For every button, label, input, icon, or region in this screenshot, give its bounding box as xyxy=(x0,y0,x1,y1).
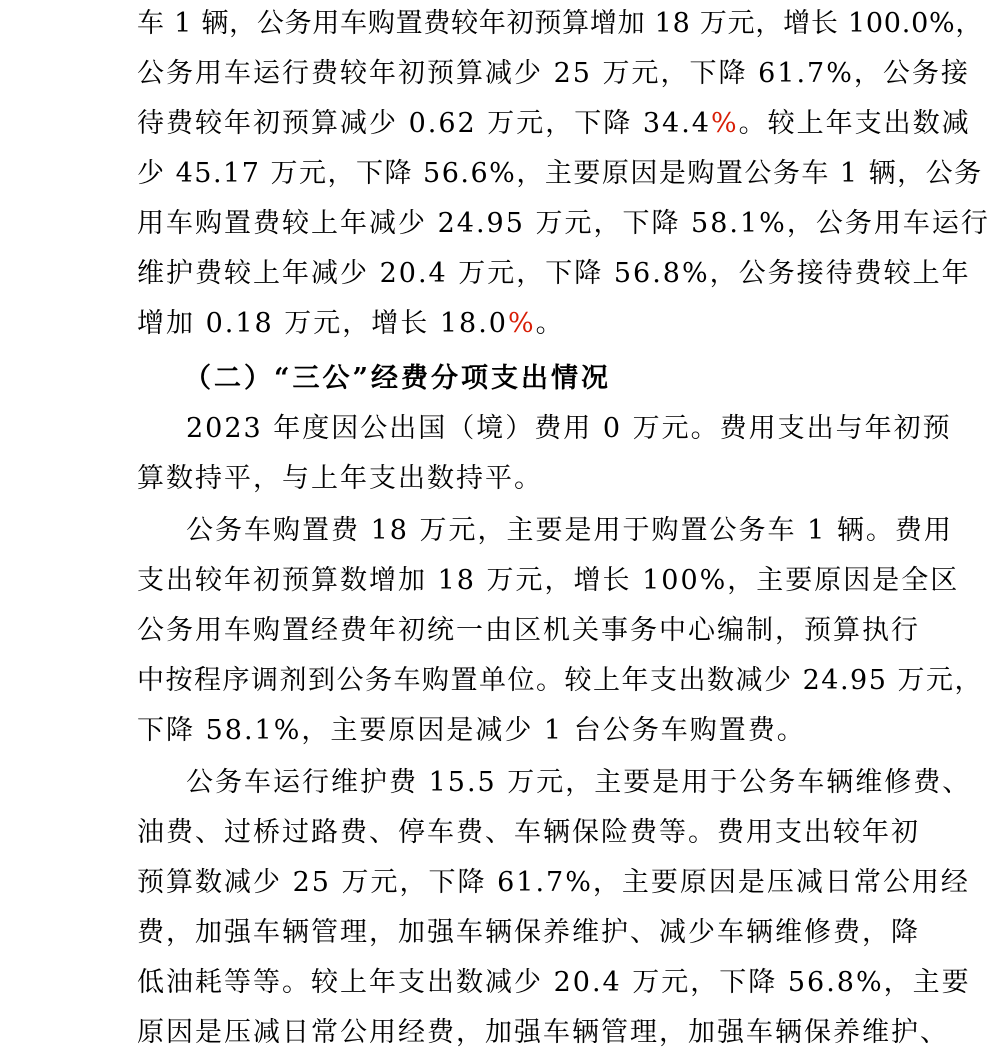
paragraph-4-line-2: 油费、过桥过路费、停车费、车辆保险费等。费用支出较年初 xyxy=(137,817,920,848)
paragraph-3-line-3: 公务用车购置经费年初统一由区机关事务中心编制，预算执行 xyxy=(137,615,920,646)
highlighted-percent: % xyxy=(710,108,739,139)
paragraph-4-line-4: 费，加强车辆管理，加强车辆保养维护、减少车辆维修费，降 xyxy=(137,917,920,948)
paragraph-4-line-3: 预算数减少 25 万元，下降 61.7%，主要原因是压减日常公用经 xyxy=(137,867,970,898)
paragraph-4-line-6: 原因是压减日常公用经费，加强车辆管理，加强车辆保养维护、 xyxy=(137,1017,949,1048)
paragraph-3-line-2: 支出较年初预算数增加 18 万元，增长 100%，主要原因是全区 xyxy=(137,565,960,596)
paragraph-1-line-3 xyxy=(137,106,971,142)
paragraph-4-line-1: 公务车运行维护费 15.5 万元，主要是用于公务车辆维修费、 xyxy=(186,767,972,798)
paragraph-3-line-1: 公务车购置费 18 万元，主要是用于购置公务车 1 辆。费用 xyxy=(186,515,953,546)
paragraph-4-line-5: 低油耗等等。较上年支出数减少 20.4 万元，下降 56.8%，主要 xyxy=(137,967,971,998)
text-segment: 待费较年初预算减少 0.62 万元，下降 34.4 xyxy=(137,108,711,139)
paragraph-1-line-2: 公务用车运行费较年初预算减少 25 万元，下降 61.7%，公务接 xyxy=(137,58,970,89)
text-segment: 。较上年支出数减 xyxy=(738,108,971,139)
text-segment: 。 xyxy=(535,308,565,339)
paragraph-2-line-2: 算数持平，与上年支出数持平。 xyxy=(137,463,543,494)
section-heading: （二）“三公”经费分项支出情况 xyxy=(184,363,612,394)
paragraph-2-line-1: 2023 年度因公出国（境）费用 0 万元。费用支出与年初预 xyxy=(186,413,952,444)
paragraph-1-line-5: 用车购置费较上年减少 24.95 万元，下降 58.1%，公务用车运行 xyxy=(137,208,990,239)
paragraph-3-line-5: 下降 58.1%，主要原因是减少 1 台公务车购置费。 xyxy=(137,715,806,746)
paragraph-3-line-4: 中按程序调剂到公务车购置单位。较上年支出数减少 24.95 万元， xyxy=(137,665,983,696)
paragraph-1-line-7 xyxy=(137,306,565,342)
paragraph-1-line-1: 车 1 辆，公务用车购置费较年初预算增加 18 万元，增长 100.0%， xyxy=(137,8,984,39)
paragraph-1-line-4: 少 45.17 万元，下降 56.6%，主要原因是购置公务车 1 辆，公务 xyxy=(137,158,983,189)
highlighted-percent: % xyxy=(507,308,536,339)
text-segment: 增加 0.18 万元，增长 18.0 xyxy=(137,308,508,339)
paragraph-1-line-6: 维护费较上年减少 20.4 万元，下降 56.8%，公务接待费较上年 xyxy=(137,258,971,289)
